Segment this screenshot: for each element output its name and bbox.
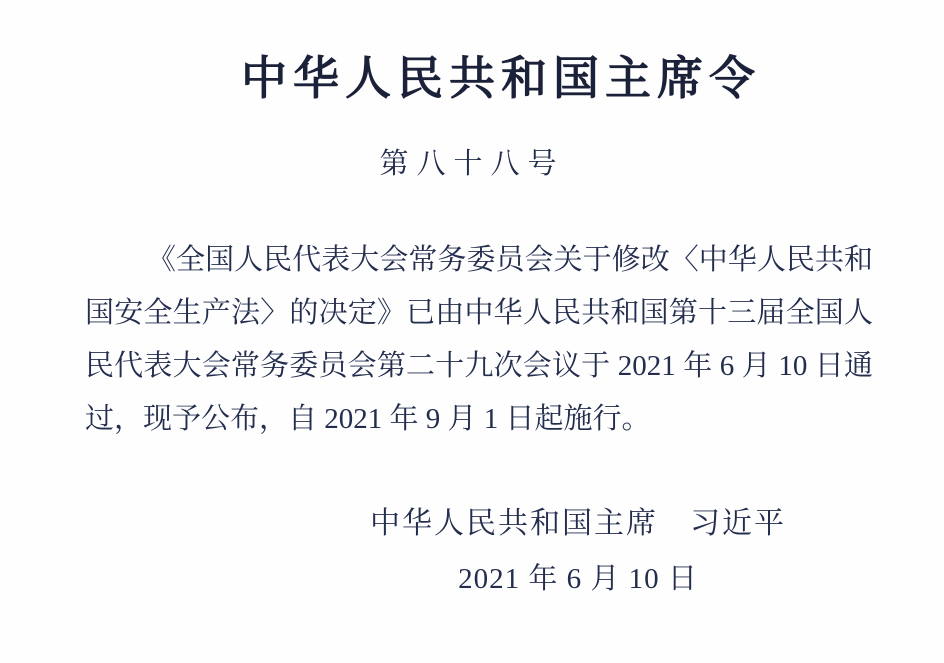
signature-line: 中华人民共和国主席 习近平 bbox=[370, 507, 786, 540]
document-body bbox=[85, 234, 873, 446]
body-line-4: 过，现予公布，自 2021 年 9 月 1 日起施行。 bbox=[85, 403, 651, 435]
signature-block bbox=[370, 504, 786, 598]
body-line-1: 《全国人民代表大会常务委员会关于修改〈中华人民共和 bbox=[147, 244, 873, 276]
order-number: 第八十八号 bbox=[379, 148, 565, 180]
date-line: 2021 年 6 月 10 日 bbox=[458, 563, 698, 595]
body-line-2: 国安全生产法〉的决定》已由中华人民共和国第十三届全国人 bbox=[85, 297, 873, 329]
body-line-3: 民代表大会常务委员会第二十九次会议于 2021 年 6 月 10 日通 bbox=[85, 350, 873, 382]
document-title: 中华人民共和国主席令 bbox=[241, 52, 761, 104]
